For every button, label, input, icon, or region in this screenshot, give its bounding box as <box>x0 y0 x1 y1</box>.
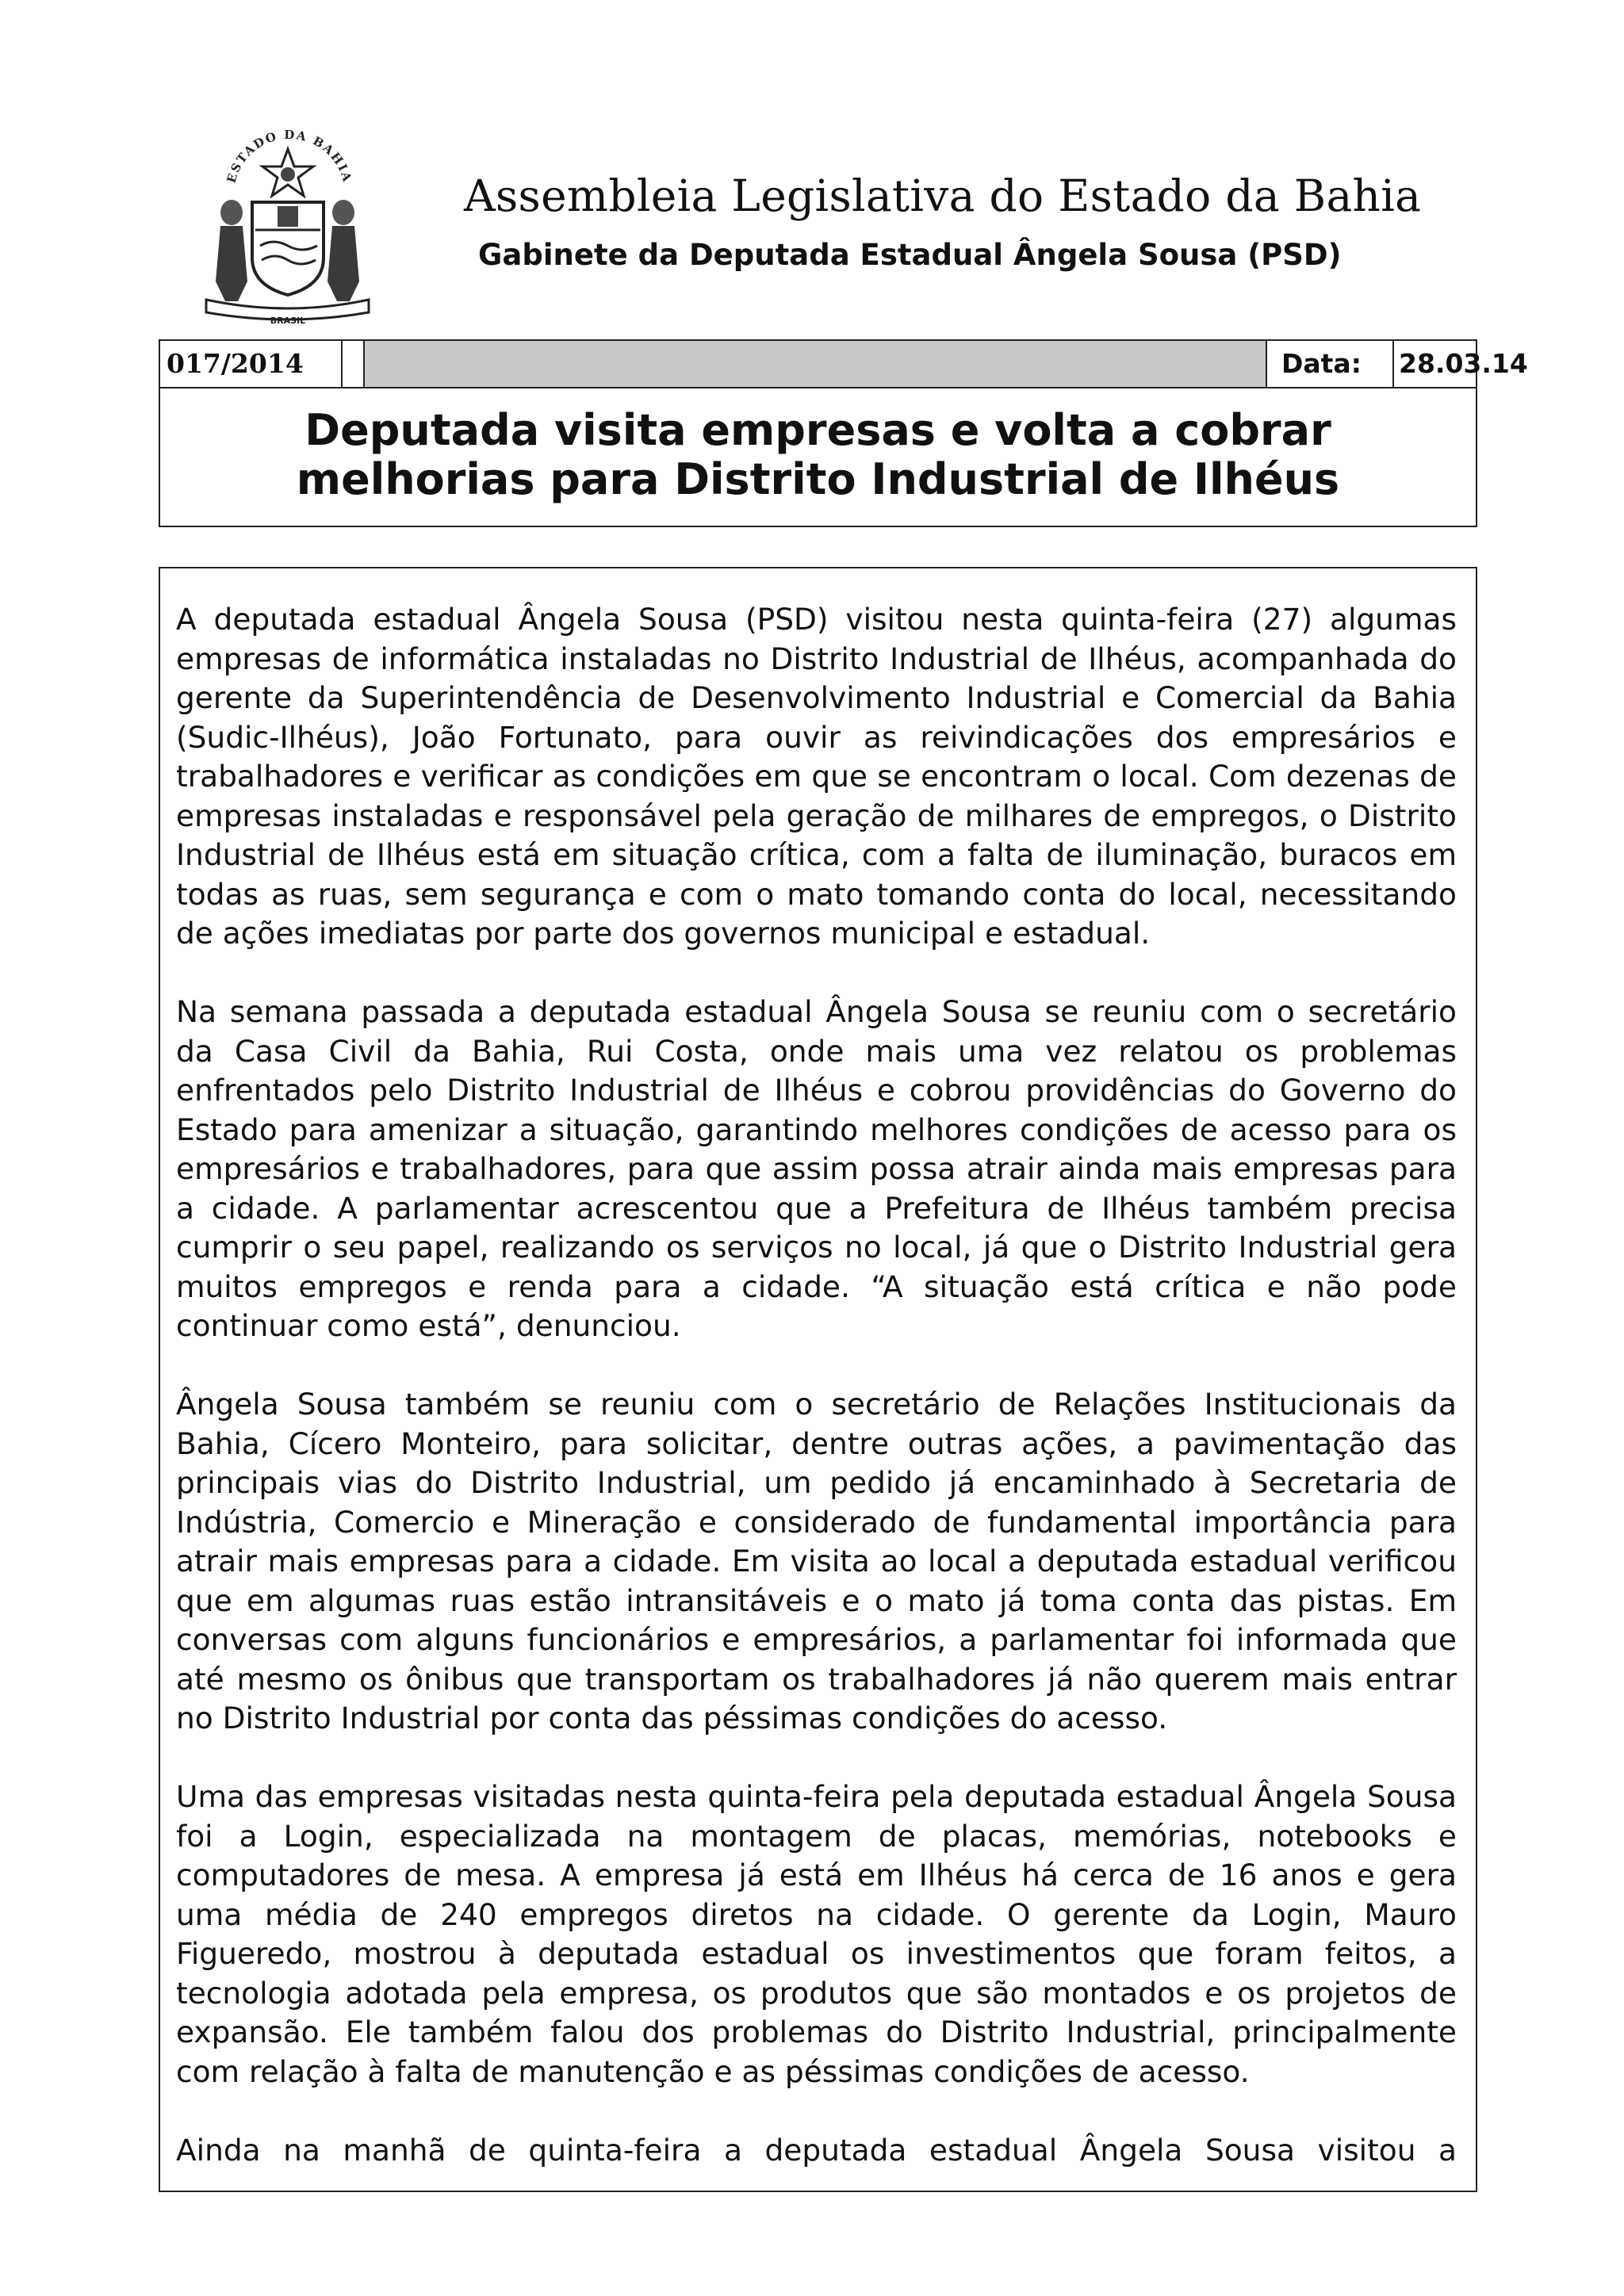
letterhead <box>0 0 1624 333</box>
assembly-title: Assembleia Legislativa do Estado da Bahia <box>464 170 1422 221</box>
svg-text:BRASIL: BRASIL <box>270 316 306 326</box>
release-info-table <box>159 339 1528 527</box>
headline-line-1: Deputada visita empresas e volta a cobrar <box>304 405 1331 455</box>
paragraph-2: Na semana passada a deputada estadual Ângela Sousa se reuniu com o secretário da Casa Civil da Bahia, Rui Costa, onde mais uma vez relatou os problemas enfrentados pelo Distrito Industrial de Ilhéus e cobrou providências do Governo do Estado para amenizar a situação, garantindo melhores condições de acesso para os empresários e trabalhadores, para que assim possa atrair ainda mais empresas para a cidade. A parlamentar acrescentou que a Prefeitura de Ilhéus também precisa cumprir o seu papel, realizando os serviços no local, já que o Distrito Industrial gera muitos empregos e renda para a cidade. “A situação está crítica e não pode continuar como está”, denunciou. <box>176 994 1457 1343</box>
office-subtitle: Gabinete da Deputada Estadual Ângela Sousa (PSD) <box>478 238 1342 272</box>
article-text <box>176 600 1457 2192</box>
date-label: Data: <box>1267 341 1394 387</box>
svg-text:ESTADO DA BAHIA: ESTADO DA BAHIA <box>224 127 355 185</box>
headline <box>160 388 1476 527</box>
paragraph-4: Uma das empresas visitadas nesta quinta-feira pela deputada estadual Ângela Sousa foi a Login, especializada na montagem de placas, memórias, notebooks e computadores de mesa. A empresa já está em Ilhéus há cerca de 16 anos e gera uma média de 240 empregos diretos na cidade. O gerente da Login, Mauro Figueredo, mostrou à deputada estadual os investimentos que foram feitos, a tecnologia adotada pela empresa, os produtos que são montados e os projetos de expansão. Ele também falou dos problemas do Distrito Industrial, principalmente com relação à falta de manutenção e as péssimas condições de acesso. <box>176 1779 1457 2089</box>
paragraph-5: Ainda na manhã de quinta-feira a deputada estadual Ângela Sousa visitou a <box>176 2132 1457 2168</box>
paragraph-3: Ângela Sousa também se reuniu com o secretário de Relações Institucionais da Bahia, Cícero Monteiro, para solicitar, dentre outras ações, a pavimentação das principais vias do Distrito Industrial, um pedido já encaminhado à Secretaria de Indústria, Comercio e Mineração e considerado de fundamental importância para atrair mais empresas para a cidade. Em visita ao local a deputada estadual verificou que em algumas ruas estão intransitáveis e o mato já toma conta das pistas. Em conversas com alguns funcionários e empresários, a parlamentar foi informada que até mesmo os ônibus que transportam os trabalhadores já não querem mais entrar no Distrito Industrial por conta das péssimas condições do acesso. <box>176 1387 1457 1735</box>
article-body <box>159 567 1477 2192</box>
release-number: 017/2014 <box>160 341 343 387</box>
paragraph-1: A deputada estadual Ângela Sousa (PSD) visitou nesta quinta-feira (27) algumas empresas de informática instaladas no Distrito Industrial de Ilhéus, acompanhada do gerente da Superintendência de Desenvolvimento Industrial e Comercial da Bahia (Sudic-Ilhéus), João Fortunato, para ouvir as reivindicações dos empresários e trabalhadores e verificar as condições em que se encontram o local. Com dezenas de empresas instaladas e responsável pela geração de milhares de empregos, o Distrito Industrial de Ilhéus está em situação crítica, com a falta de iluminação, buracos em todas as ruas, sem segurança e com o mato tomando conta do local, necessitando de ações imediatas por parte dos governos municipal e estadual. <box>176 602 1457 951</box>
empty-cell <box>343 341 365 387</box>
headline-line-2: melhorias para Distrito Industrial de Ilhéus <box>296 454 1340 504</box>
bahia-coat-of-arms-icon <box>198 119 377 327</box>
info-row <box>160 341 1528 388</box>
shaded-cell <box>365 341 1267 387</box>
date-value: 28.03.14 <box>1399 348 1528 379</box>
